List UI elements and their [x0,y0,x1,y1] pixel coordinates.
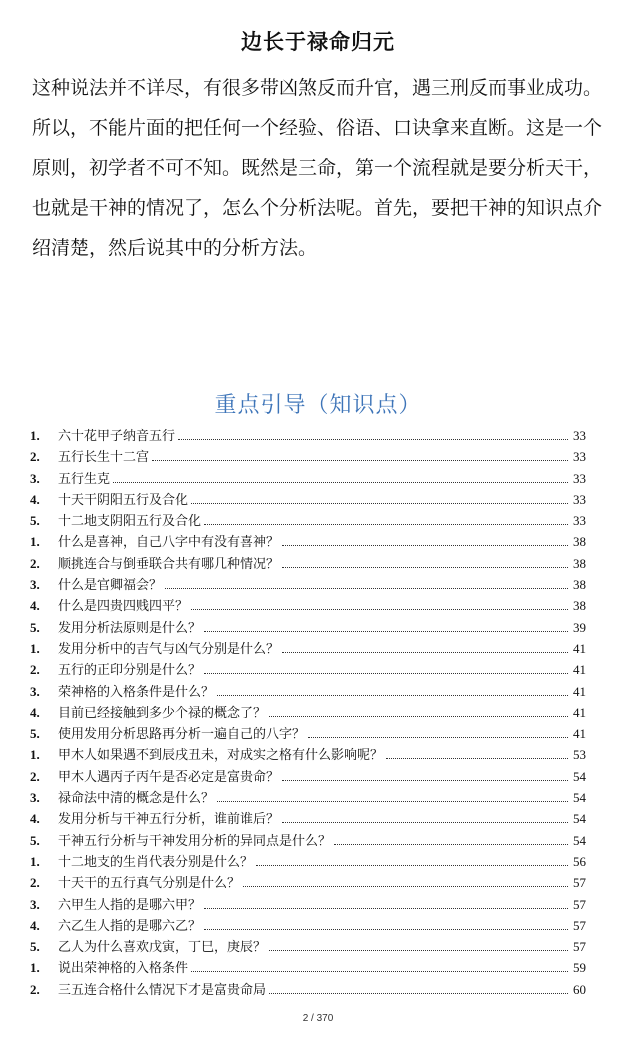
toc-entry-number: 3. [30,577,40,593]
toc-entry[interactable] [30,851,586,872]
toc-entry-number: 4. [30,491,40,507]
toc-entry-page: 54 [573,768,586,784]
toc-entry-page: 41 [573,662,586,678]
toc-entry-page: 56 [573,853,586,869]
toc-entry[interactable] [30,531,586,552]
toc-entry-page: 39 [573,619,586,635]
toc-entry-title: 十天干阴阳五行及合化 [58,491,189,507]
toc-entry-number: 2. [30,662,40,678]
toc-entry[interactable] [30,808,586,829]
toc-entry[interactable] [30,894,586,915]
toc-entry[interactable] [30,617,586,638]
toc-entry-page: 38 [573,577,586,593]
toc-entry[interactable] [30,638,586,659]
toc-entry-title: 六甲生人指的是哪六甲？ [58,896,202,912]
toc-entry-number: 2. [30,768,40,784]
toc-leader-dots [334,843,568,845]
toc-entry-title: 十二地支的生肖代表分别是什么？ [58,853,254,869]
toc-entry-number: 3. [30,790,40,806]
toc-entry-number: 5. [30,832,40,848]
toc-entry[interactable] [30,681,586,702]
toc-entry-page: 33 [573,449,586,465]
toc-entry-page: 33 [573,470,586,486]
toc-entry-title: 乙人为什么喜欢戊寅，丁巳，庚辰？ [58,939,267,955]
toc-entry-title: 五行长生十二宫 [58,449,150,465]
toc-entry-page: 54 [573,790,586,806]
toc-entry[interactable] [30,425,586,446]
toc-entry[interactable] [30,979,586,1000]
toc-entry-number: 1. [30,428,40,443]
toc-leader-dots [269,992,568,994]
toc-entry-title: 什么是四贵四贱四平？ [58,598,189,614]
toc-leader-dots [191,502,568,504]
paragraph-line: 也就是干神的情况了，怎么个分析法呢。首先，要把干神的知识点介 [32,197,603,219]
paragraph-line: 所以，不能片面的把任何一个经验、俗语、口诀拿来直断。这是一个 [32,117,603,139]
toc-entry-title: 六乙生人指的是哪六乙？ [58,917,202,933]
toc-entry-page: 38 [573,534,586,550]
toc-leader-dots [204,523,568,525]
toc-entry[interactable] [30,830,586,851]
toc-entry-page: 59 [573,960,586,976]
toc-leader-dots [152,459,568,461]
toc-entry-title: 十天干的五行真气分别是什么？ [58,875,241,891]
toc-entry-number: 1. [30,853,40,869]
toc-entry-title: 顺挑连合与倒垂联合共有哪几种情况？ [58,555,280,571]
toc-entry-page: 54 [573,832,586,848]
document-title: 边长于禄命归元 [241,29,395,54]
toc-entry[interactable] [30,787,586,808]
toc-entry-number: 1. [30,747,40,763]
toc-entry-page: 54 [573,811,586,827]
toc-entry-title: 甲木人遇丙子丙午是否必定是富贵命？ [58,768,280,784]
toc-entry-title: 发用分析法原则是什么？ [58,619,202,635]
toc-leader-dots [217,800,568,802]
toc-entry[interactable] [30,446,586,467]
toc-entry-number: 5. [30,513,40,529]
toc-entry[interactable] [30,702,586,723]
toc-entry-title: 什么是官卿福会？ [58,577,163,593]
toc-entry-title: 三五连合格什么情况下才是富贵命局 [58,981,267,997]
toc-leader-dots [308,736,568,738]
toc-entry[interactable] [30,595,586,616]
toc-entry-page: 38 [573,555,586,571]
toc-leader-dots [282,651,568,653]
toc-entry-page: 41 [573,726,586,742]
toc-entry-title: 发用分析与干神五行分析，谁前谁后？ [58,811,280,827]
toc-entry-number: 1. [30,534,40,550]
toc-leader-dots [269,715,568,717]
toc-entry-number: 1. [30,960,40,976]
toc-leader-dots [386,757,568,759]
toc-leader-dots [191,970,568,972]
toc-entry[interactable] [30,489,586,510]
toc-entry-number: 5. [30,726,40,742]
toc-entry-title: 禄命法中清的概念是什么？ [58,790,215,806]
toc-leader-dots [282,544,568,546]
toc-entry-number: 4. [30,811,40,827]
toc-entry[interactable] [30,510,586,531]
toc-entry-page: 41 [573,683,586,699]
toc-entry-page: 57 [573,917,586,933]
toc-entry-page: 57 [573,896,586,912]
toc-entry[interactable] [30,723,586,744]
toc-leader-dots [204,630,568,632]
toc-entry-title: 五行生克 [58,470,111,486]
toc-entry-number: 2. [30,555,40,571]
toc-entry-page: 60 [573,981,586,997]
toc-entry[interactable] [30,553,586,574]
toc-entry-number: 2. [30,981,40,997]
toc-entry[interactable] [30,766,586,787]
body-paragraph [32,68,610,268]
toc-entry-page: 57 [573,875,586,891]
toc-entry-page: 38 [573,598,586,614]
toc-heading: 重点引导（知识点） [214,393,422,418]
toc-entry-number: 3. [30,470,40,486]
toc-entry-page: 33 [573,513,586,529]
toc-leader-dots [204,907,568,909]
toc-leader-dots [204,928,568,930]
toc-entry-title: 说出荣神格的入格条件 [58,960,189,976]
paragraph-line: 绍清楚，然后说其中的分析方法。 [32,237,318,259]
toc-entry-number: 5. [30,619,40,635]
toc-entry-number: 4. [30,598,40,614]
toc-entry[interactable] [30,659,586,680]
toc-entry-page: 57 [573,939,586,955]
toc-entry[interactable] [30,957,586,978]
toc-entry-number: 4. [30,704,40,720]
toc-leader-dots [282,779,568,781]
toc-entry[interactable] [30,468,586,489]
toc-entry-title: 荣神格的入格条件是什么？ [58,683,215,699]
toc-leader-dots [191,608,568,610]
toc-leader-dots [282,821,568,823]
toc-entry-title: 发用分析中的吉气与凶气分别是什么？ [58,640,280,656]
toc-entry[interactable] [30,574,586,595]
toc-entry-title: 使用发用分析思路再分析一遍自己的八字？ [58,726,306,742]
toc-entry-number: 3. [30,896,40,912]
toc-entry-page: 33 [573,428,586,443]
toc-leader-dots [282,566,568,568]
toc-list [30,425,586,1000]
toc-leader-dots [269,949,568,951]
paragraph-line: 原则，初学者不可不知。既然是三命，第一个流程就是要分析天干， [32,157,603,179]
toc-leader-dots [204,672,568,674]
toc-entry[interactable] [30,872,586,893]
toc-entry-number: 3. [30,683,40,699]
toc-entry-page: 41 [573,704,586,720]
toc-entry-number: 2. [30,875,40,891]
toc-entry-title: 十二地支阴阳五行及合化 [58,513,202,529]
toc-entry-page: 41 [573,640,586,656]
toc-leader-dots [113,481,568,483]
toc-entry-title: 目前已经接触到多少个禄的概念了？ [58,704,267,720]
toc-entry-title: 甲木人如果遇不到辰戌丑未，对成实之格有什么影响呢？ [58,747,384,763]
toc-entry-title: 什么是喜神，自己八字中有没有喜神？ [58,534,280,550]
page-indicator: 2 / 370 [302,1013,334,1024]
toc-entry-title: 干神五行分析与干神发用分析的异同点是什么？ [58,832,332,848]
toc-entry-number: 4. [30,917,40,933]
toc-leader-dots [243,885,568,887]
toc-entry-number: 5. [30,939,40,955]
toc-entry[interactable] [30,915,586,936]
toc-leader-dots [217,694,568,696]
toc-entry-title: 五行的正印分别是什么？ [58,662,202,678]
toc-leader-dots [165,587,568,589]
toc-leader-dots [256,864,568,866]
toc-entry-page: 33 [573,491,586,507]
toc-entry-title: 六十花甲子纳音五行 [58,428,176,443]
toc-entry-number: 2. [30,449,40,465]
toc-entry-page: 53 [573,747,586,763]
toc-entry-number: 1. [30,640,40,656]
toc-entry[interactable] [30,744,586,765]
paragraph-line: 这种说法并不详尽，有很多带凶煞反而升官，遇三刑反而事业成功。 [32,77,603,99]
toc-leader-dots [178,438,568,440]
toc-entry[interactable] [30,936,586,957]
